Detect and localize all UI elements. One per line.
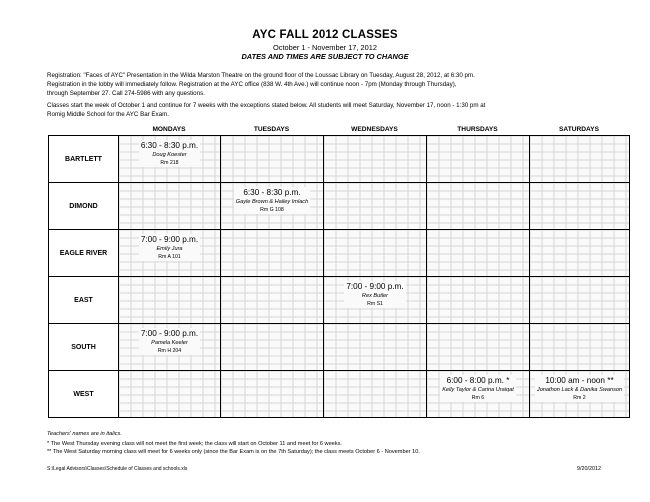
schedule-row [49, 371, 630, 418]
empty-cell [530, 230, 630, 277]
class-room: Rm 2 [573, 395, 586, 401]
saturday-footnote: ** The West Saturday morning class will meet for 6 weeks only (since the Bar Exam is on the 7th Saturday); the class meets October 6 - November 10. [47, 449, 420, 455]
page-title: AYC FALL 2012 CLASSES [252, 29, 398, 41]
thursday-footnote: * The West Thursday evening class will not meet the first week; the class will start on October 11 and meet for 6 weeks. [47, 441, 342, 447]
empty-cell [427, 277, 530, 324]
class-teacher: Kelly Taylor & Carina Uraiqat [442, 387, 514, 393]
empty-cell [221, 230, 324, 277]
empty-cell [119, 183, 221, 230]
day-header-mondays: MONDAYS [152, 126, 186, 133]
file-path: S:\Legal Advisors\Classes\Schedule of Classes and schools.xls [47, 466, 188, 472]
day-header-tuesdays: TUESDAYS [253, 126, 290, 133]
class-entry [234, 187, 310, 214]
empty-cell [324, 324, 427, 371]
empty-cell [221, 277, 324, 324]
empty-cell [324, 371, 427, 418]
date-range: October 1 - November 17, 2012 [273, 43, 377, 52]
classes-line: Romig Middle School for the AYC Bar Exam. [47, 111, 169, 118]
class-time: 7:00 - 9:00 p.m. [140, 329, 199, 338]
empty-cell [427, 136, 530, 183]
class-teacher: Doug Koester [152, 152, 187, 158]
class-cell [530, 371, 630, 418]
class-teacher: Rex Butler [361, 293, 389, 299]
schedule-row [49, 183, 630, 230]
teachers-note: Teachers' names are in italics. [47, 431, 122, 437]
print-date: 9/20/2012 [577, 466, 601, 472]
location-label: EAST [49, 277, 119, 324]
day-header-saturdays: SATURDAYS [559, 126, 599, 133]
empty-cell [119, 277, 221, 324]
class-cell [427, 371, 530, 418]
class-entry [139, 234, 200, 261]
empty-cell [324, 136, 427, 183]
empty-cell [530, 136, 630, 183]
empty-cell [530, 277, 630, 324]
schedule-row [49, 136, 630, 183]
class-time: 6:30 - 8:30 p.m. [243, 188, 301, 197]
registration-paragraph [47, 71, 617, 98]
class-room: Rm 6 [471, 395, 485, 401]
class-cell [119, 230, 221, 277]
empty-cell [427, 230, 530, 277]
location-label: DIMOND [49, 183, 119, 230]
class-time: 7:00 - 9:00 p.m. [140, 235, 199, 244]
class-room: Rm S1 [367, 301, 383, 307]
class-room: Rm H 204 [157, 348, 182, 354]
empty-cell [221, 324, 324, 371]
empty-cell [221, 136, 324, 183]
class-teacher: Jonathon Lack & Danika Swanson [536, 387, 623, 393]
day-header-wednesdays: WEDNESDAYS [351, 126, 398, 133]
day-header-thursdays: THURSDAYS [457, 126, 498, 133]
classes-line: Classes start the week of October 1 and continue for 7 weeks with the exceptions stated below. All students will meet Saturday, November 17, noon - 1:30 pm at [47, 102, 486, 109]
class-cell [324, 277, 427, 324]
schedule-table [48, 135, 630, 418]
registration-line: through September 27. Call 274-5986 with any questions. [47, 90, 205, 97]
class-entry [139, 140, 200, 167]
class-entry [535, 375, 624, 402]
class-teacher: Pamela Keeler [151, 340, 188, 346]
empty-cell [530, 324, 630, 371]
class-entry [139, 328, 200, 355]
empty-cell [427, 324, 530, 371]
change-warning: DATES AND TIMES ARE SUBJECT TO CHANGE [241, 52, 409, 61]
location-label: BARTLETT [49, 136, 119, 183]
class-time: 6:30 - 8:30 p.m. [140, 141, 199, 150]
class-room: Rm G 108 [260, 207, 284, 213]
class-cell [119, 324, 221, 371]
class-teacher: Gayle Brown & Hailey Imlach [235, 199, 309, 205]
class-time: 10:00 am - noon ** [545, 376, 614, 385]
class-cell [221, 183, 324, 230]
location-label: WEST [49, 371, 119, 418]
class-room: Rm 218 [160, 160, 179, 166]
location-label: EAGLE RIVER [49, 230, 119, 277]
classes-paragraph [47, 101, 617, 119]
schedule-grid [48, 124, 629, 426]
empty-cell [324, 183, 427, 230]
empty-cell [119, 371, 221, 418]
empty-cell [221, 371, 324, 418]
schedule-row [49, 230, 630, 277]
schedule-row [49, 277, 630, 324]
schedule-row [49, 324, 630, 371]
registration-line: Registration in the lobby will immediately follow. Registration at the AYC office (838 W. 4th Ave.) will continue noon - 7pm (Monday through Thursday), [47, 81, 457, 88]
class-entry [344, 281, 405, 308]
class-cell [119, 136, 221, 183]
location-label: SOUTH [49, 324, 119, 371]
empty-cell [530, 183, 630, 230]
class-time: 6:00 - 8:00 p.m. * [446, 376, 510, 385]
empty-cell [324, 230, 427, 277]
class-entry [440, 375, 516, 402]
class-room: Rm A 101 [158, 254, 181, 260]
class-time: 7:00 - 9:00 p.m. [346, 282, 404, 291]
class-teacher: Emily Jura [156, 246, 183, 252]
registration-line: Registration: "Faces of AYC" Presentation in the Wilda Marston Theatre on the ground floor of the Loussac Library on Tuesday, August 28, 2012, at 6:30 pm. [47, 72, 475, 79]
empty-cell [427, 183, 530, 230]
